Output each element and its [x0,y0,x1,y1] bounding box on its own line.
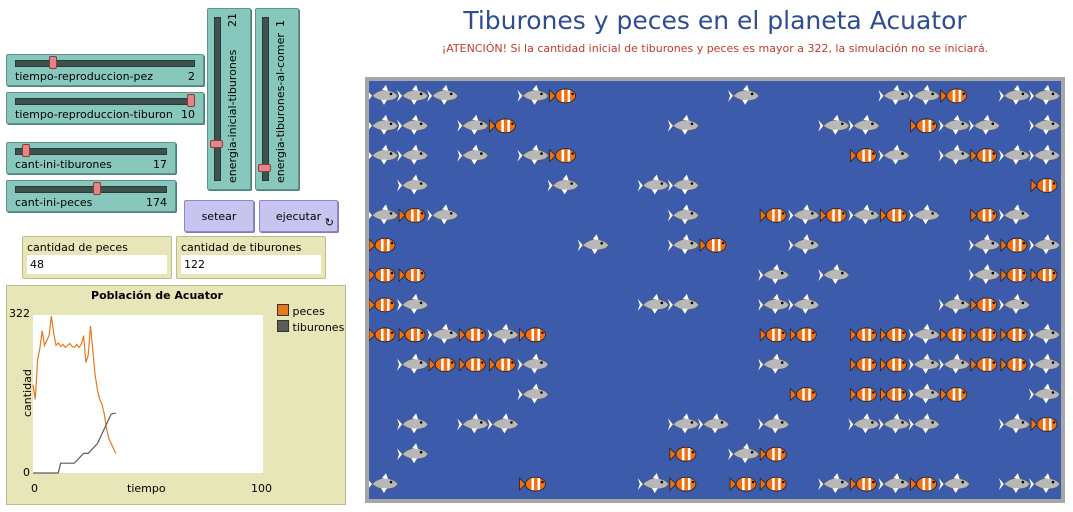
fish-agent [369,298,395,312]
fish-agent [1001,238,1027,252]
fish-agent [429,358,455,372]
fish-agent [369,238,395,252]
shark-agent [457,413,488,433]
plot-area [33,315,263,473]
plot-ymin-label: 0 [23,466,30,479]
fish-agent [700,238,726,252]
shark-agent [668,294,699,314]
shark-agent [879,85,910,105]
shark-agent [638,473,669,493]
slider-thumb[interactable] [210,140,223,148]
slider-label: cant-ini-tiburones [15,158,112,171]
slider-label: tiempo-reproduccion-tiburon [15,108,173,121]
shark-agent [999,294,1030,314]
shark-agent [369,115,398,135]
monitor-label: cantidad de tiburones [181,241,302,254]
shark-agent [999,413,1030,433]
shark-agent [999,473,1030,493]
slider-label: energia-inicial-tiburones [226,49,239,183]
slider-value: 17 [153,158,167,171]
fish-agent [971,149,997,163]
slider-energia-inicial-tiburones[interactable] [207,8,251,190]
fish-agent [399,328,425,342]
shark-agent [939,354,970,374]
shark-agent [999,85,1030,105]
shark-agent [457,115,488,135]
shark-agent [487,324,518,344]
slider-text [226,9,246,199]
fish-agent [971,208,997,222]
shark-agent [397,354,428,374]
ejecutar-button[interactable] [259,200,338,232]
shark-agent [518,354,549,374]
fish-agent [911,119,937,133]
shark-agent [397,85,428,105]
shark-agent [999,204,1030,224]
fish-agent [1001,358,1027,372]
shark-agent [969,264,1000,284]
shark-agent [788,294,819,314]
fish-agent [459,328,485,342]
shark-agent [879,473,910,493]
plot-ymax-label: 322 [9,307,30,320]
fish-agent [971,358,997,372]
fish-agent [941,89,967,103]
fish-agent [941,388,967,402]
fish-agent [760,208,786,222]
fish-agent [760,447,786,461]
fish-agent [520,477,546,491]
shark-agent [369,85,398,105]
ejecutar-label: ejecutar [275,209,322,223]
slider-tiempo-reproduccion-tiburon[interactable] [6,92,204,124]
slider-value: 10 [181,108,195,121]
fish-agent [730,477,756,491]
slider-track[interactable] [15,60,195,67]
plot-xmin-label: 0 [31,482,38,495]
fish-agent [850,477,876,491]
fish-agent [1031,179,1057,193]
slider-track[interactable] [15,148,167,155]
shark-agent [939,294,970,314]
shark-agent [818,473,849,493]
fish-agent [941,328,967,342]
fish-agent [820,208,846,222]
shark-agent [788,204,819,224]
slider-tiempo-reproduccion-pez[interactable] [6,54,204,86]
fish-agent [760,477,786,491]
slider-label: tiempo-reproduccion-pez [15,70,154,83]
shark-agent [1029,354,1060,374]
shark-agent [818,115,849,135]
setear-button[interactable]: setear [184,200,254,232]
shark-agent [518,85,549,105]
slider-text [274,9,294,199]
fish-agent [1001,328,1027,342]
fish-agent [459,358,485,372]
shark-agent [758,413,789,433]
shark-agent [909,204,940,224]
slider-track[interactable] [15,186,167,193]
shark-agent [818,264,849,284]
world-svg[interactable] [369,81,1061,499]
slider-track[interactable] [15,98,195,105]
slider-value: 1 [274,20,287,27]
fish-agent [550,149,576,163]
shark-agent [848,115,879,135]
legend-item-peces [277,304,344,320]
fish-agent [670,477,696,491]
fish-agent [369,328,395,342]
shark-agent [638,294,669,314]
shark-agent [909,354,940,374]
fish-agent [1001,268,1027,282]
shark-agent [578,234,609,254]
fish-agent [971,328,997,342]
fish-agent [881,358,907,372]
shark-agent [969,234,1000,254]
shark-agent [848,413,879,433]
shark-agent [369,145,398,165]
legend-swatch-peces [277,304,289,316]
fish-agent [850,328,876,342]
shark-agent [397,413,428,433]
shark-agent [939,145,970,165]
shark-agent [758,294,789,314]
shark-agent [909,413,940,433]
shark-agent [668,175,699,195]
shark-agent [427,204,458,224]
slider-value: 2 [188,70,195,83]
shark-agent [457,145,488,165]
shark-agent [1029,145,1060,165]
slider-cant-ini-peces[interactable] [6,180,176,212]
shark-agent [518,384,549,404]
fish-agent [790,328,816,342]
shark-agent [427,324,458,344]
shark-agent [758,264,789,284]
plot-xmax-label: 100 [251,482,272,495]
fish-agent [760,328,786,342]
forever-icon: ↻ [324,216,334,229]
fish-agent [489,119,515,133]
shark-agent [1029,473,1060,493]
slider-thumb[interactable] [187,94,195,107]
slider-thumb[interactable] [22,144,30,157]
slider-label: energia-tiburones-al-comer [274,33,287,183]
world-view[interactable] [365,77,1065,503]
shark-agent [638,175,669,195]
population-plot [6,285,346,505]
page-title: Tiburones y peces en el planeta Acuator [463,6,967,35]
slider-value: 174 [146,196,167,209]
shark-agent [909,384,940,404]
fish-agent [881,328,907,342]
monitor-value: 122 [181,255,321,274]
shark-agent [939,115,970,135]
shark-agent [969,115,1000,135]
shark-agent [758,354,789,374]
fish-agent [850,149,876,163]
shark-agent [1029,85,1060,105]
shark-agent [668,413,699,433]
shark-agent [1029,115,1060,135]
shark-agent [909,324,940,344]
fish-agent [1031,417,1057,431]
shark-agent [369,473,398,493]
shark-agent [518,145,549,165]
shark-agent [397,443,428,463]
fish-agent [489,358,515,372]
monitor-label: cantidad de peces [27,241,128,254]
fish-agent [881,388,907,402]
plot-legend [277,304,344,336]
slider-label: cant-ini-peces [15,196,93,209]
shark-agent [1029,324,1060,344]
slider-value: 21 [226,13,239,27]
shark-agent [1029,234,1060,254]
shark-agent [1029,384,1060,404]
shark-agent [879,413,910,433]
slider-thumb[interactable] [93,182,101,195]
slider-energia-tiburones-al-comer[interactable] [255,8,299,190]
shark-agent [548,175,579,195]
shark-agent [848,204,879,224]
fish-agent [850,358,876,372]
fish-agent [520,328,546,342]
shark-agent [728,85,759,105]
slider-track[interactable] [262,17,269,181]
shark-agent [397,294,428,314]
fish-agent [881,208,907,222]
monitor-cantidad-peces [22,236,172,279]
shark-agent [698,413,729,433]
shark-agent [668,204,699,224]
fish-agent [399,208,425,222]
slider-thumb[interactable] [258,164,271,172]
shark-agent [879,145,910,165]
legend-swatch-tiburones [277,320,289,332]
shark-agent [397,175,428,195]
shark-agent [369,204,398,224]
warning-text: ¡ATENCIÓN! Si la cantidad inicial de tiburones y peces es mayor a 322, la simulación no se iniciará. [441,42,989,55]
fish-agent [670,447,696,461]
fish-agent [971,298,997,312]
shark-agent [939,473,970,493]
plot-title: Población de Acuator [91,289,223,302]
shark-agent [397,145,428,165]
shark-agent [728,443,759,463]
monitor-value: 48 [27,255,167,274]
fish-agent [850,388,876,402]
slider-thumb[interactable] [49,56,57,69]
slider-track[interactable] [214,17,221,181]
legend-label: peces [292,305,325,318]
shark-agent [427,85,458,105]
shark-agent [909,85,940,105]
fish-agent [1031,268,1057,282]
shark-agent [487,413,518,433]
shark-agent [668,115,699,135]
shark-agent [999,145,1030,165]
fish-agent [550,89,576,103]
shark-agent [788,234,819,254]
fish-agent [911,477,937,491]
shark-agent [397,115,428,135]
plot-ylabel: cantidad [21,369,34,417]
plot-xlabel: tiempo [127,482,166,495]
legend-label: tiburones [292,321,345,334]
shark-agent [668,234,699,254]
fish-agent [369,268,395,282]
fish-agent [399,268,425,282]
fish-agent [790,388,816,402]
slider-cant-ini-tiburones[interactable] [6,142,176,174]
monitor-cantidad-tiburones [176,236,326,279]
legend-item-tiburones [277,320,344,336]
